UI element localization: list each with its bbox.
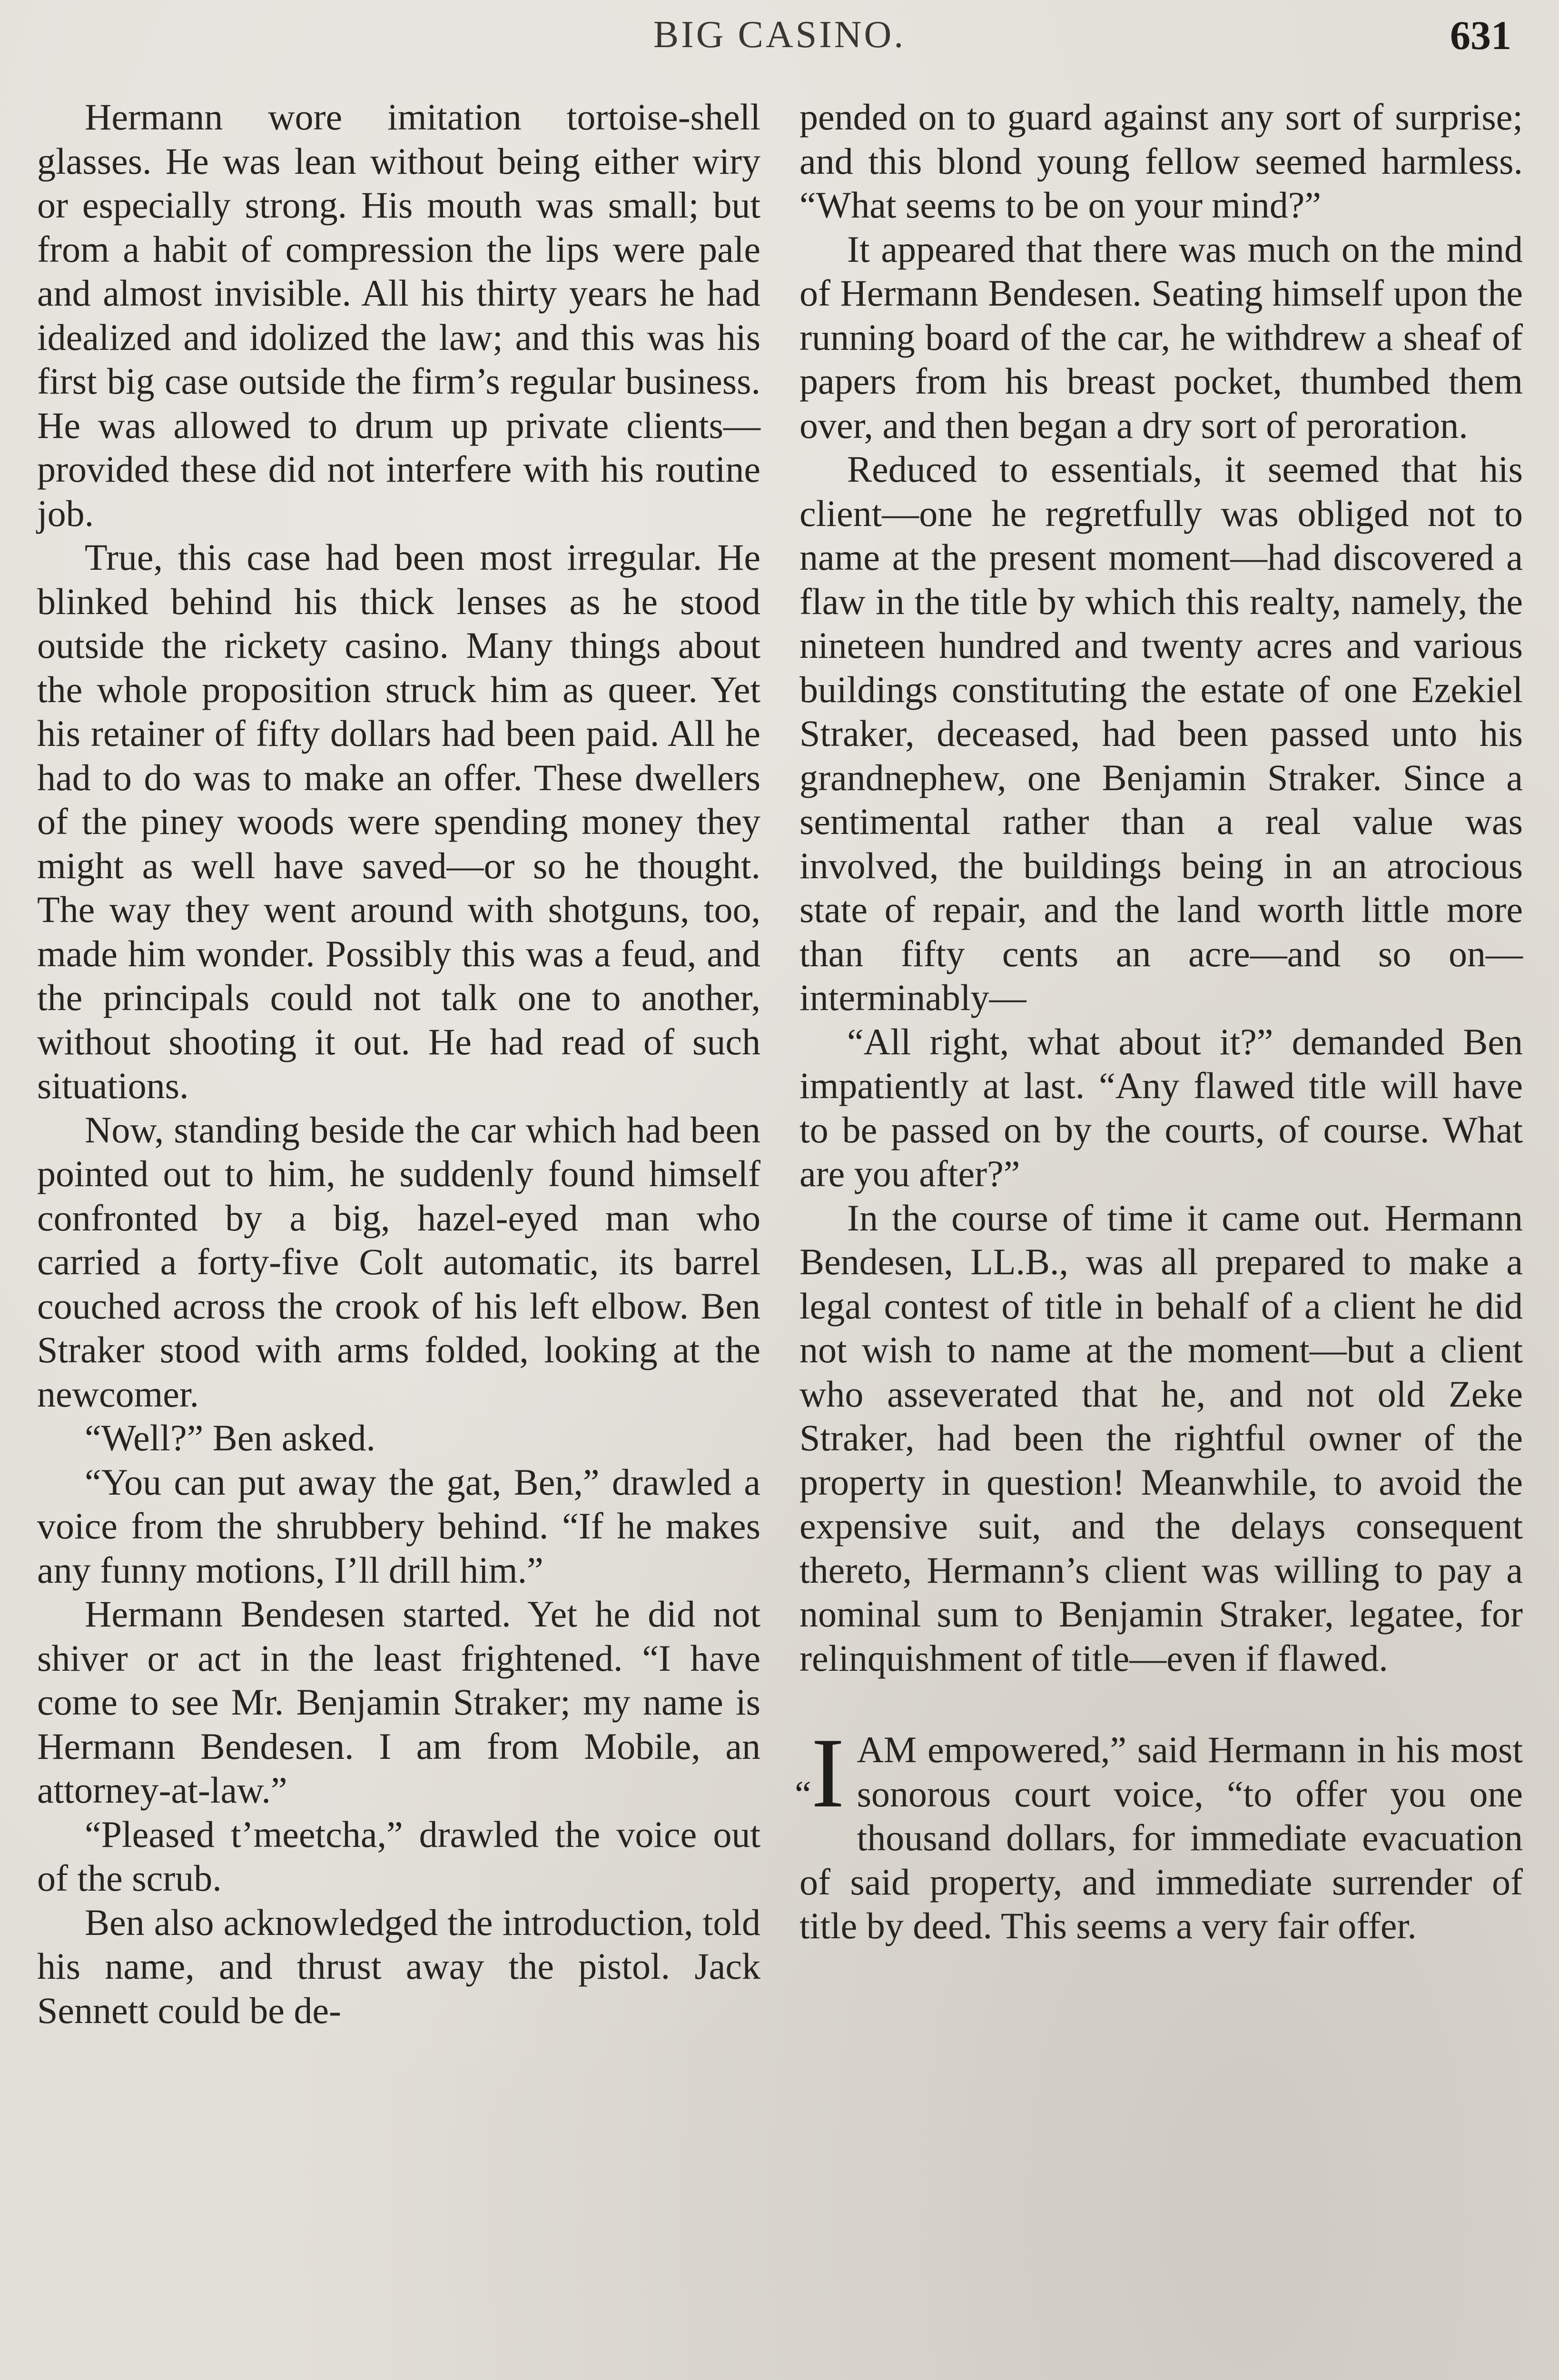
right-column — [795, 95, 1523, 2380]
paragraph: Reduced to essentials, it seemed that his client—one he regretfully was obliged not to name at the present moment—had discovered a flaw in the title by which this realty, namely, the nineteen hundred and twenty acres and various buildings constituting the estate of one Ezekiel Straker, deceased, had been passed unto his grandnephew, one Benjamin Straker. Since a sentimental rather than a real value was involved, the buildings being in an atrocious state of repair, and the land worth little more than fifty cents an acre—and so on—interminably— — [799, 448, 1523, 1018]
text-columns — [37, 95, 1523, 2380]
paragraph: True, this case had been most irregular. He blinked behind his thick lenses as he stood outside the rickety casino. Many things about the whole proposition struck him as queer. Yet his retainer of fifty dollars had been paid. All he had to do was to make an offer. These dwellers of the piney woods were spending money they might as well have saved—or so he thought. The way they went around with shotguns, too, made him wonder. Possibly this was a feud, and the principals could not talk one to another, without shooting it out. He had read of such situations. — [37, 536, 760, 1106]
paragraph: “Pleased t’meetcha,” drawled the voice out of the scrub. — [37, 1813, 760, 1899]
drop-cap-letter: I — [811, 1718, 845, 1828]
left-column — [37, 95, 760, 2380]
page-number: 631 — [1450, 12, 1511, 58]
running-title: BIG CASINO. — [653, 14, 906, 56]
paragraph-continuation: pended on to guard against any sort of surprise; and this blond young fellow seemed harmless. “What seems to be on your mind?” — [799, 96, 1523, 226]
paragraph: Hermann wore imitation tortoise-shell glasses. He was lean without being either wiry or especially strong. His mouth was small; but from a habit of compression the lips were pale and almost invisible. All his thirty years he had idealized and idolized the law; and this was his first big case outside the firm’s regular business. He was allowed to drum up private clients—provided these did not interfere with his routine job. — [37, 96, 760, 534]
paragraph: “All right, what about it?” demanded Ben impatiently at last. “Any flawed title will have to be passed on by the courts, of course. What are you after?” — [799, 1021, 1523, 1194]
drop-cap-quote: “ — [795, 1773, 811, 1815]
section-paragraph-text: AM empowered,” said Hermann in his most sonorous court voice, “to offer you one thousand dollars, for immediate evacuation of said property, and immediate surrender of title by deed. This seems a very fair offer. — [799, 1729, 1523, 1946]
paragraph: Ben also acknowledged the introduction, told his name, and thrust away the pistol. Jack Sennett could be de- — [37, 1901, 760, 2031]
paragraph: It appeared that there was much on the mind of Hermann Bendesen. Seating himself upon the running board of the car, he withdrew a sheaf of papers from his breast pocket, thumbed them over, and then began a dry sort of peroration. — [799, 228, 1523, 446]
page-header — [33, 13, 1526, 70]
paragraph: Now, standing beside the car which had been pointed out to him, he suddenly found himself confronted by a big, hazel-eyed man who carried a forty-five Colt automatic, its barrel couched across the crook of his left elbow. Ben Straker stood with arms folded, looking at the newcomer. — [37, 1109, 760, 1415]
drop-cap — [795, 1718, 845, 1835]
paragraph: Hermann Bendesen started. Yet he did not shiver or act in the least frightened. “I have come to see Mr. Benjamin Straker; my name is Hermann Bendesen. I am from Mobile, an attorney-at-law.” — [37, 1593, 760, 1811]
section-opening-paragraph — [795, 1718, 1523, 1948]
paragraph: In the course of time it came out. Hermann Bendesen, LL.B., was all prepared to make a legal contest of title in behalf of a client he did not wish to name at the moment—but a client who asseverated that he, and not old Zeke Straker, had been the rightful owner of the property in question! Meanwhile, to avoid the expensive suit, and the delays consequent thereto, Hermann’s client was willing to pay a nominal sum to Benjamin Straker, legatee, for relinquishment of title—even if flawed. — [799, 1197, 1523, 1679]
paragraph: “You can put away the gat, Ben,” drawled a voice from the shrubbery behind. “If he makes any funny motions, I’ll drill him.” — [37, 1461, 760, 1591]
section-break — [799, 1680, 1523, 1728]
paragraph: “Well?” Ben asked. — [85, 1417, 375, 1458]
